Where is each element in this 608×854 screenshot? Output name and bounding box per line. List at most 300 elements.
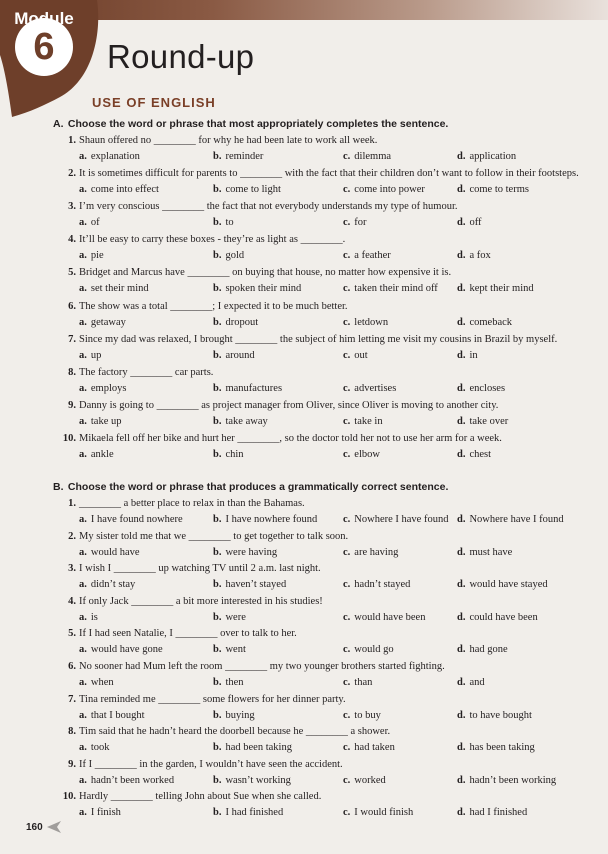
option-d[interactable] xyxy=(457,578,548,592)
answer-options xyxy=(79,349,599,363)
option-b[interactable] xyxy=(213,611,246,625)
question-number: 7. xyxy=(68,333,76,345)
question-stem: Hardly ________ telling John about Sue when she called. xyxy=(79,791,322,803)
option-d[interactable] xyxy=(457,546,512,560)
option-letter: d. xyxy=(457,546,466,558)
option-letter: b. xyxy=(213,774,222,786)
option-a[interactable] xyxy=(79,774,174,788)
option-a[interactable] xyxy=(79,249,104,263)
option-text: a feather xyxy=(354,250,391,262)
answer-options xyxy=(79,316,599,330)
option-b[interactable] xyxy=(213,448,244,462)
page-number: 160 xyxy=(26,822,43,833)
option-c[interactable] xyxy=(343,415,383,429)
option-c[interactable] xyxy=(343,806,413,820)
option-text: dropout xyxy=(225,316,259,328)
option-text: elbow xyxy=(354,448,380,460)
option-text: had taken xyxy=(354,742,395,754)
option-d[interactable] xyxy=(457,183,529,197)
option-text: for xyxy=(354,217,367,229)
option-b[interactable] xyxy=(213,349,255,363)
part-a-instruction-text: Choose the word or phrase that most appropriately completes the sentence. xyxy=(67,118,449,130)
option-letter: a. xyxy=(79,316,87,328)
option-c[interactable] xyxy=(343,282,438,296)
option-text: letdown xyxy=(354,316,389,328)
option-text: I would finish xyxy=(354,807,414,819)
option-text: encloses xyxy=(469,382,506,394)
option-text: then xyxy=(225,677,244,688)
option-c[interactable] xyxy=(343,183,425,197)
option-letter: b. xyxy=(213,677,222,688)
option-letter: b. xyxy=(213,611,222,623)
option-text: that I bought xyxy=(90,709,145,721)
question-number: 5. xyxy=(68,267,76,279)
option-text: gold xyxy=(225,250,245,262)
question-number: 4. xyxy=(68,595,76,607)
option-d[interactable] xyxy=(457,150,516,164)
option-letter: c. xyxy=(343,415,351,427)
option-letter: d. xyxy=(457,151,466,162)
option-a[interactable] xyxy=(79,282,149,296)
option-text: when xyxy=(90,677,114,688)
question-stem: If I ________ in the garden, I wouldn’t have seen the accident. xyxy=(79,758,343,770)
option-b[interactable] xyxy=(213,676,244,690)
question-stem: If only Jack ________ a bit more interested in his studies! xyxy=(79,595,323,607)
option-c[interactable] xyxy=(343,349,368,363)
option-letter: c. xyxy=(343,382,351,394)
option-letter: d. xyxy=(457,217,466,229)
answer-options xyxy=(79,448,599,462)
question-stem: If I had seen Natalie, I ________ over to talk to her. xyxy=(79,628,297,640)
option-letter: d. xyxy=(457,514,466,525)
option-a[interactable] xyxy=(79,216,100,230)
question-stem: ________ a better place to relax in than the Bahamas. xyxy=(79,498,305,509)
option-letter: c. xyxy=(343,514,351,525)
answer-options xyxy=(79,741,599,755)
option-c[interactable] xyxy=(343,709,381,723)
option-letter: c. xyxy=(343,448,351,460)
option-letter: a. xyxy=(79,349,87,361)
option-text: hadn’t been working xyxy=(469,774,557,786)
option-text: has been taking xyxy=(469,742,535,754)
option-text: buying xyxy=(225,709,255,721)
option-letter: b. xyxy=(213,184,222,196)
question-stem: Since my dad was relaxed, I brought ________ the subject of him letting me visit my cousins in Brazil by myself. xyxy=(79,333,558,345)
option-text: and xyxy=(469,677,485,688)
option-text: took xyxy=(90,742,110,754)
question-stem: It is sometimes difficult for parents to ________ with the fact that their children don’t want to follow in their footsteps. xyxy=(79,168,579,180)
question-number: 5. xyxy=(68,628,76,640)
option-letter: b. xyxy=(213,742,222,754)
option-letter: d. xyxy=(457,382,466,394)
page-arrow-icon xyxy=(46,820,62,834)
option-c[interactable] xyxy=(343,513,448,527)
option-letter: c. xyxy=(343,151,351,162)
option-text: taken their mind off xyxy=(354,283,438,295)
option-letter: d. xyxy=(457,611,466,623)
option-letter: a. xyxy=(79,448,87,460)
question-number: 7. xyxy=(68,693,76,705)
question-number: 3. xyxy=(68,563,76,575)
option-letter: a. xyxy=(79,611,87,623)
option-d[interactable] xyxy=(457,448,491,462)
option-text: come into power xyxy=(354,184,425,196)
option-text: explanation xyxy=(90,151,140,162)
option-c[interactable] xyxy=(343,216,367,230)
page-title: Round-up xyxy=(107,38,255,75)
option-text: wasn’t working xyxy=(225,774,291,786)
option-text: chest xyxy=(469,448,492,460)
answer-options xyxy=(79,806,599,820)
option-text: pie xyxy=(90,250,104,262)
option-text: to xyxy=(225,217,234,229)
option-letter: c. xyxy=(343,349,351,361)
option-text: in xyxy=(469,349,478,361)
option-letter: b. xyxy=(213,709,222,721)
option-a[interactable] xyxy=(79,382,126,396)
answer-options xyxy=(79,611,599,625)
option-letter: c. xyxy=(343,184,351,196)
option-text: were xyxy=(225,611,246,623)
option-b[interactable] xyxy=(213,546,277,560)
question-number: 4. xyxy=(68,234,76,246)
option-d[interactable] xyxy=(457,643,508,657)
option-d[interactable] xyxy=(457,415,508,429)
option-letter: d. xyxy=(457,184,466,196)
option-letter: d. xyxy=(457,415,466,427)
option-c[interactable] xyxy=(343,643,394,657)
option-d[interactable] xyxy=(457,806,527,820)
option-text: around xyxy=(225,349,255,361)
option-text: application xyxy=(469,151,517,162)
option-a[interactable] xyxy=(79,316,126,330)
option-text: of xyxy=(90,217,100,229)
option-a[interactable] xyxy=(79,150,140,164)
question-number: 9. xyxy=(68,399,76,411)
option-d[interactable] xyxy=(457,741,535,755)
answer-options xyxy=(79,415,599,429)
option-letter: b. xyxy=(213,349,222,361)
answer-options xyxy=(79,774,599,788)
option-letter: a. xyxy=(79,415,87,427)
answer-options xyxy=(79,216,599,230)
question-number: 6. xyxy=(68,300,76,312)
option-letter: d. xyxy=(457,579,466,591)
question-stem: I’m very conscious ________ the fact that not everybody understands my type of humour. xyxy=(79,201,458,213)
option-text: come into effect xyxy=(90,184,159,196)
answer-options xyxy=(79,282,599,296)
option-text: had I finished xyxy=(469,807,528,819)
option-a[interactable] xyxy=(79,415,122,429)
option-text: take up xyxy=(90,415,122,427)
question-stem: It’ll be easy to carry these boxes - they’re as light as ________. xyxy=(79,234,346,246)
option-letter: b. xyxy=(213,151,222,162)
option-text: manufactures xyxy=(225,382,283,394)
option-letter: d. xyxy=(457,742,466,754)
option-a[interactable] xyxy=(79,183,159,197)
option-text: come to light xyxy=(225,184,281,196)
option-b[interactable] xyxy=(213,643,246,657)
option-text: comeback xyxy=(469,316,513,328)
option-b[interactable] xyxy=(213,513,317,527)
option-letter: a. xyxy=(79,250,87,262)
option-letter: a. xyxy=(79,283,87,295)
option-letter: d. xyxy=(457,316,466,328)
option-d[interactable] xyxy=(457,282,534,296)
option-letter: c. xyxy=(343,217,351,229)
option-b[interactable] xyxy=(213,216,234,230)
option-letter: d. xyxy=(457,349,466,361)
option-letter: d. xyxy=(457,448,466,460)
option-d[interactable] xyxy=(457,249,491,263)
option-text: I have found nowhere xyxy=(90,514,183,525)
question-number: 8. xyxy=(68,366,76,378)
option-letter: d. xyxy=(457,250,466,262)
option-letter: c. xyxy=(343,546,351,558)
option-d[interactable] xyxy=(457,316,512,330)
option-letter: b. xyxy=(213,283,222,295)
question-number: 2. xyxy=(68,530,76,542)
option-letter: c. xyxy=(343,644,351,656)
question-stem: Tim said that he hadn’t heard the doorbell because he ________ a shower. xyxy=(79,726,391,738)
option-letter: b. xyxy=(213,217,222,229)
option-text: didn’t stay xyxy=(90,579,136,591)
option-text: ankle xyxy=(90,448,114,460)
option-text: up xyxy=(90,349,102,361)
option-a[interactable] xyxy=(79,643,163,657)
option-text: would have gone xyxy=(90,644,163,656)
module-number: 6 xyxy=(33,26,55,68)
option-letter: a. xyxy=(79,546,87,558)
option-a[interactable] xyxy=(79,513,183,527)
option-text: spoken their mind xyxy=(225,283,302,295)
question-stem: Bridget and Marcus have ________ on buying that house, no matter how expensive it is. xyxy=(79,267,452,279)
option-text: could have been xyxy=(469,611,538,623)
option-text: take over xyxy=(469,415,509,427)
option-b[interactable] xyxy=(213,282,301,296)
option-text: would have been xyxy=(354,611,426,623)
option-letter: d. xyxy=(457,774,466,786)
question-stem: Danny is going to ________ as project manager from Oliver, since Oliver is moving to another city. xyxy=(79,399,499,411)
option-d[interactable] xyxy=(457,709,532,723)
option-letter: b. xyxy=(213,807,222,819)
option-text: were having xyxy=(225,546,278,558)
question-stem: No sooner had Mum left the room ________ my two younger brothers started fighting. xyxy=(79,661,445,672)
option-text: is xyxy=(90,611,98,623)
option-text: chin xyxy=(225,448,244,460)
option-letter: b. xyxy=(213,382,222,394)
option-text: had gone xyxy=(469,644,508,656)
option-text: than xyxy=(354,677,373,688)
option-text: take away xyxy=(225,415,268,427)
module-label: Module xyxy=(14,9,74,28)
option-b[interactable] xyxy=(213,249,244,263)
option-text: haven’t stayed xyxy=(225,579,287,591)
option-text: are having xyxy=(354,546,399,558)
question-number: 6. xyxy=(68,661,76,672)
option-text: a fox xyxy=(469,250,491,262)
option-letter: c. xyxy=(343,250,351,262)
option-c[interactable] xyxy=(343,150,391,164)
option-c[interactable] xyxy=(343,316,388,330)
option-c[interactable] xyxy=(343,448,380,462)
option-b[interactable] xyxy=(213,709,255,723)
option-b[interactable] xyxy=(213,415,268,429)
option-letter: a. xyxy=(79,151,87,162)
option-b[interactable] xyxy=(213,806,283,820)
option-a[interactable] xyxy=(79,578,135,592)
option-letter: d. xyxy=(457,677,466,688)
option-text: must have xyxy=(469,546,513,558)
option-d[interactable] xyxy=(457,349,478,363)
option-a[interactable] xyxy=(79,448,114,462)
option-c[interactable] xyxy=(343,611,425,625)
answer-options xyxy=(79,150,599,164)
option-a[interactable] xyxy=(79,676,114,690)
option-d[interactable] xyxy=(457,676,485,690)
question-number: 9. xyxy=(68,758,76,770)
option-a[interactable] xyxy=(79,709,145,723)
question-number: 1. xyxy=(68,498,76,509)
option-d[interactable] xyxy=(457,611,538,625)
option-text: hadn’t been worked xyxy=(90,774,175,786)
option-letter: b. xyxy=(213,448,222,460)
option-letter: d. xyxy=(457,709,466,721)
option-c[interactable] xyxy=(343,382,396,396)
option-b[interactable] xyxy=(213,183,281,197)
option-c[interactable] xyxy=(343,578,410,592)
option-text: employs xyxy=(90,382,127,394)
option-letter: a. xyxy=(79,677,87,688)
option-letter: c. xyxy=(343,774,351,786)
answer-options xyxy=(79,578,599,592)
option-text: to have bought xyxy=(469,709,532,721)
option-text: out xyxy=(354,349,368,361)
option-text: would have xyxy=(90,546,140,558)
option-letter: d. xyxy=(457,807,466,819)
option-d[interactable] xyxy=(457,774,556,788)
section-heading: USE OF ENGLISH xyxy=(92,95,216,110)
question-number: 10. xyxy=(62,432,76,444)
option-text: went xyxy=(225,644,246,656)
option-text: advertises xyxy=(354,382,397,394)
option-letter: b. xyxy=(213,644,222,656)
option-letter: c. xyxy=(343,709,351,721)
option-letter: c. xyxy=(343,677,351,688)
option-c[interactable] xyxy=(343,249,391,263)
option-a[interactable] xyxy=(79,806,121,820)
question-number: 3. xyxy=(68,201,76,213)
option-text: reminder xyxy=(225,151,264,162)
option-text: worked xyxy=(354,774,386,786)
question-number: 2. xyxy=(68,168,76,180)
option-letter: d. xyxy=(457,644,466,656)
option-letter: d. xyxy=(457,283,466,295)
question-stem: Tina reminded me ________ some flowers for her dinner party. xyxy=(79,693,346,705)
answer-options xyxy=(79,709,599,723)
option-letter: b. xyxy=(213,579,222,591)
option-c[interactable] xyxy=(343,676,372,690)
option-text: off xyxy=(469,217,482,229)
option-text: take in xyxy=(354,415,383,427)
option-d[interactable] xyxy=(457,382,505,396)
part-b-instruction xyxy=(53,481,448,493)
question-stem: I wish I ________ up watching TV until 2 a.m. last night. xyxy=(79,563,321,575)
option-text: dilemma xyxy=(354,151,392,162)
question-number: 10. xyxy=(62,791,76,803)
option-letter: a. xyxy=(79,217,87,229)
option-letter: b. xyxy=(213,250,222,262)
option-letter: b. xyxy=(213,514,222,525)
option-text: getaway xyxy=(90,316,126,328)
option-text: would go xyxy=(354,644,394,656)
option-b[interactable] xyxy=(213,578,286,592)
option-b[interactable] xyxy=(213,741,292,755)
answer-options xyxy=(79,676,599,690)
option-c[interactable] xyxy=(343,741,395,755)
option-b[interactable] xyxy=(213,774,291,788)
option-a[interactable] xyxy=(79,546,140,560)
option-text: had been taking xyxy=(225,742,292,754)
option-letter: c. xyxy=(343,807,351,819)
option-letter: b. xyxy=(213,316,222,328)
option-text: I finish xyxy=(90,807,121,819)
option-letter: a. xyxy=(79,742,87,754)
option-text: kept their mind xyxy=(469,283,534,295)
option-text: I have nowhere found xyxy=(225,514,318,525)
question-stem: The factory ________ car parts. xyxy=(79,366,214,378)
option-a[interactable] xyxy=(79,349,101,363)
option-letter: a. xyxy=(79,184,87,196)
option-a[interactable] xyxy=(79,611,98,625)
option-letter: a. xyxy=(79,579,87,591)
option-d[interactable] xyxy=(457,513,564,527)
option-text: Nowhere have I found xyxy=(469,514,564,525)
option-text: would have stayed xyxy=(469,579,548,591)
option-letter: c. xyxy=(343,283,351,295)
option-letter: c. xyxy=(343,316,351,328)
answer-options xyxy=(79,249,599,263)
part-a-instruction xyxy=(53,118,448,130)
option-c[interactable] xyxy=(343,774,386,788)
option-letter: c. xyxy=(343,742,351,754)
answer-options xyxy=(79,183,599,197)
option-text: hadn’t stayed xyxy=(354,579,411,591)
option-b[interactable] xyxy=(213,382,282,396)
option-letter: b. xyxy=(213,415,222,427)
answer-options xyxy=(79,546,599,560)
option-text: come to terms xyxy=(469,184,529,196)
option-letter: b. xyxy=(213,546,222,558)
option-text: I had finished xyxy=(225,807,284,819)
option-a[interactable] xyxy=(79,741,110,755)
question-stem: Mikaela fell off her bike and hurt her ________, so the doctor told her not to use her arm for a week. xyxy=(79,432,502,444)
option-text: to buy xyxy=(354,709,381,721)
part-b-instruction-text: Choose the word or phrase that produces a grammatically correct sentence. xyxy=(67,481,449,493)
answer-options xyxy=(79,643,599,657)
option-c[interactable] xyxy=(343,546,398,560)
option-letter: a. xyxy=(79,382,87,394)
option-b[interactable] xyxy=(213,150,263,164)
option-text: Nowhere I have found xyxy=(354,514,449,525)
question-stem: The show was a total ________; I expected it to be much better. xyxy=(79,300,348,312)
question-number: 8. xyxy=(68,726,76,738)
question-stem: Shaun offered no ________ for why he had been late to work all week. xyxy=(79,135,378,146)
option-letter: a. xyxy=(79,514,87,525)
option-d[interactable] xyxy=(457,216,482,230)
option-b[interactable] xyxy=(213,316,258,330)
option-letter: a. xyxy=(79,774,87,786)
